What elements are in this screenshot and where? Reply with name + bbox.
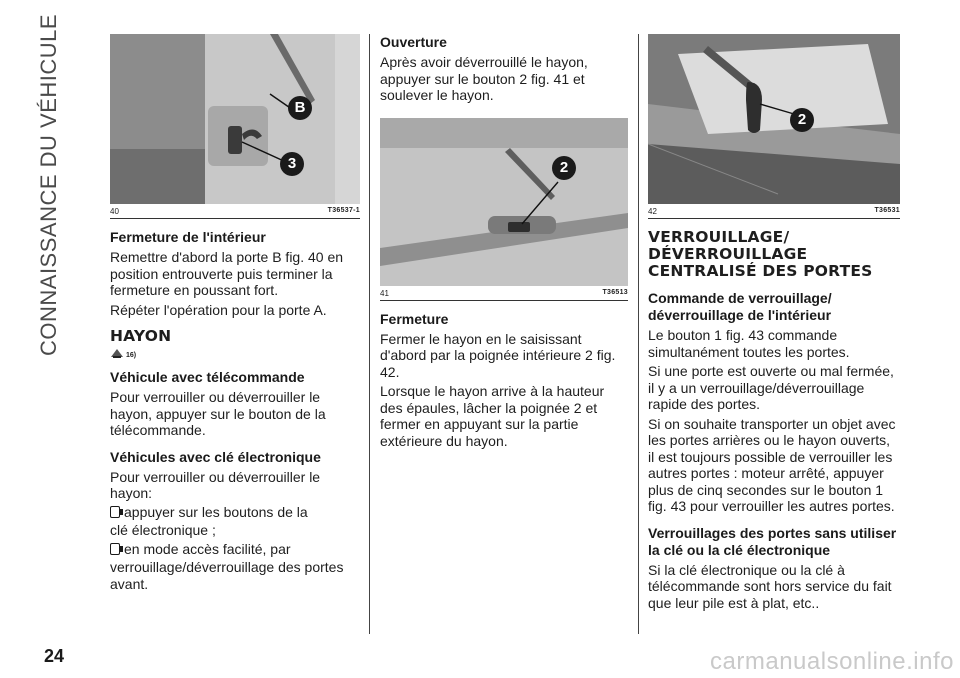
section-heading: Commande de verrouillage/ déverrouillage de l'intérieur [648,290,832,323]
column-2 [380,34,628,449]
figure-number: 41 [380,288,389,298]
bullet-icon [110,543,120,555]
column-3 [648,34,900,611]
bullet-item [110,541,360,558]
callout-2: 2 [790,108,814,132]
section-heading: Véhicule avec télécommande [110,369,305,385]
paragraph: Si une porte est ouverte ou mal fermée, il y a un verrouillage/déverrouillage rapide des portes. [648,363,894,412]
callout-2: 2 [552,156,576,180]
figure-41 [380,118,628,286]
section-heading: Fermeture de l'intérieur [110,229,266,245]
bullet-text: en mode accès facilité, par [124,540,291,557]
warning-number: 16) [126,352,137,359]
column-divider [369,34,370,634]
figure-40-caption [110,204,360,219]
section-heading: Verrouillages des portes sans utiliser la clé ou la clé électronique [648,524,897,558]
figure-40 [110,34,360,204]
paragraph: Remettre d'abord la porte B fig. 40 en position entrouverte puis terminer la fermeture en poussant fort. [110,249,344,298]
warning-reference [110,347,360,359]
bullet-icon [110,506,120,518]
column-divider [638,34,639,634]
book-hand-icon [110,347,124,359]
figure-41-caption [380,286,628,301]
figure-reference: T36513 [602,288,628,296]
paragraph: Répéter l'opération pour la porte A. [110,301,327,318]
figure-number: 42 [648,207,657,216]
bullet-continuation: clé électronique ; [110,522,216,538]
callout-B: B [288,96,312,120]
section-heading: Ouverture [380,34,447,50]
paragraph: Si on souhaite transporter un objet avec les portes arrières ou le hayon ouverts, il est toujours possible de verrouiller les autres portes : moteur arrêté, appuyer plus de cinq secondes sur le bouton 1 fig. 43 pour verrouiller les autres portes. [648,415,896,514]
figure-number: 40 [110,207,119,216]
chapter-heading-hayon: HAYON [110,327,172,345]
chapter-side-title: CONNAISSANCE DU VÉHICULE [36,13,61,356]
paragraph: Le bouton 1 fig. 43 commande simultanément toutes les portes. [648,327,850,360]
page-number: 24 [44,646,65,666]
figure-reference: T36531 [874,207,900,214]
paragraph: Lorsque le hayon arrive à la hauteur des épaules, lâcher la poignée 2 et fermer en appuyant sur la partie extérieure du hayon. [380,383,605,449]
figure-42-caption [648,204,900,219]
paragraph: Si la clé électronique ou la clé à télécommande sont hors service du fait que leur pile est à plat, etc.. [648,561,892,611]
figure-40-illustration [110,34,360,204]
bullet-continuation: verrouillage/déverrouillage des portes avant. [110,559,344,592]
column-1 [110,34,360,592]
paragraph: Pour verrouiller ou déverrouiller le hayon: [110,468,321,501]
paragraph: Fermer le hayon en le saisissant d'abord par la poignée intérieure 2 fig. 42. [380,330,616,380]
paragraph: Après avoir déverrouillé le hayon, appuyer sur le bouton 2 fig. 41 et soulever le hayon. [380,54,588,103]
figure-42-illustration [648,34,900,204]
figure-41-illustration [380,118,628,286]
bullet-text: appuyer sur les boutons de la [124,503,308,520]
paragraph: Pour verrouiller ou déverrouiller le hayon, appuyer sur le bouton de la télécommande. [110,389,326,438]
figure-reference: T36537-1 [327,207,360,214]
chapter-heading-central-locking: VERROUILLAGE/ DÉVERROUILLAGE CENTRALISÉ DES PORTES [648,228,873,280]
bullet-item [110,504,360,521]
figure-42 [648,34,900,204]
watermark: carmanualsonline.info [710,648,954,675]
callout-3: 3 [280,152,304,176]
section-heading: Fermeture [380,310,449,327]
section-heading: Véhicules avec clé électronique [110,448,321,465]
